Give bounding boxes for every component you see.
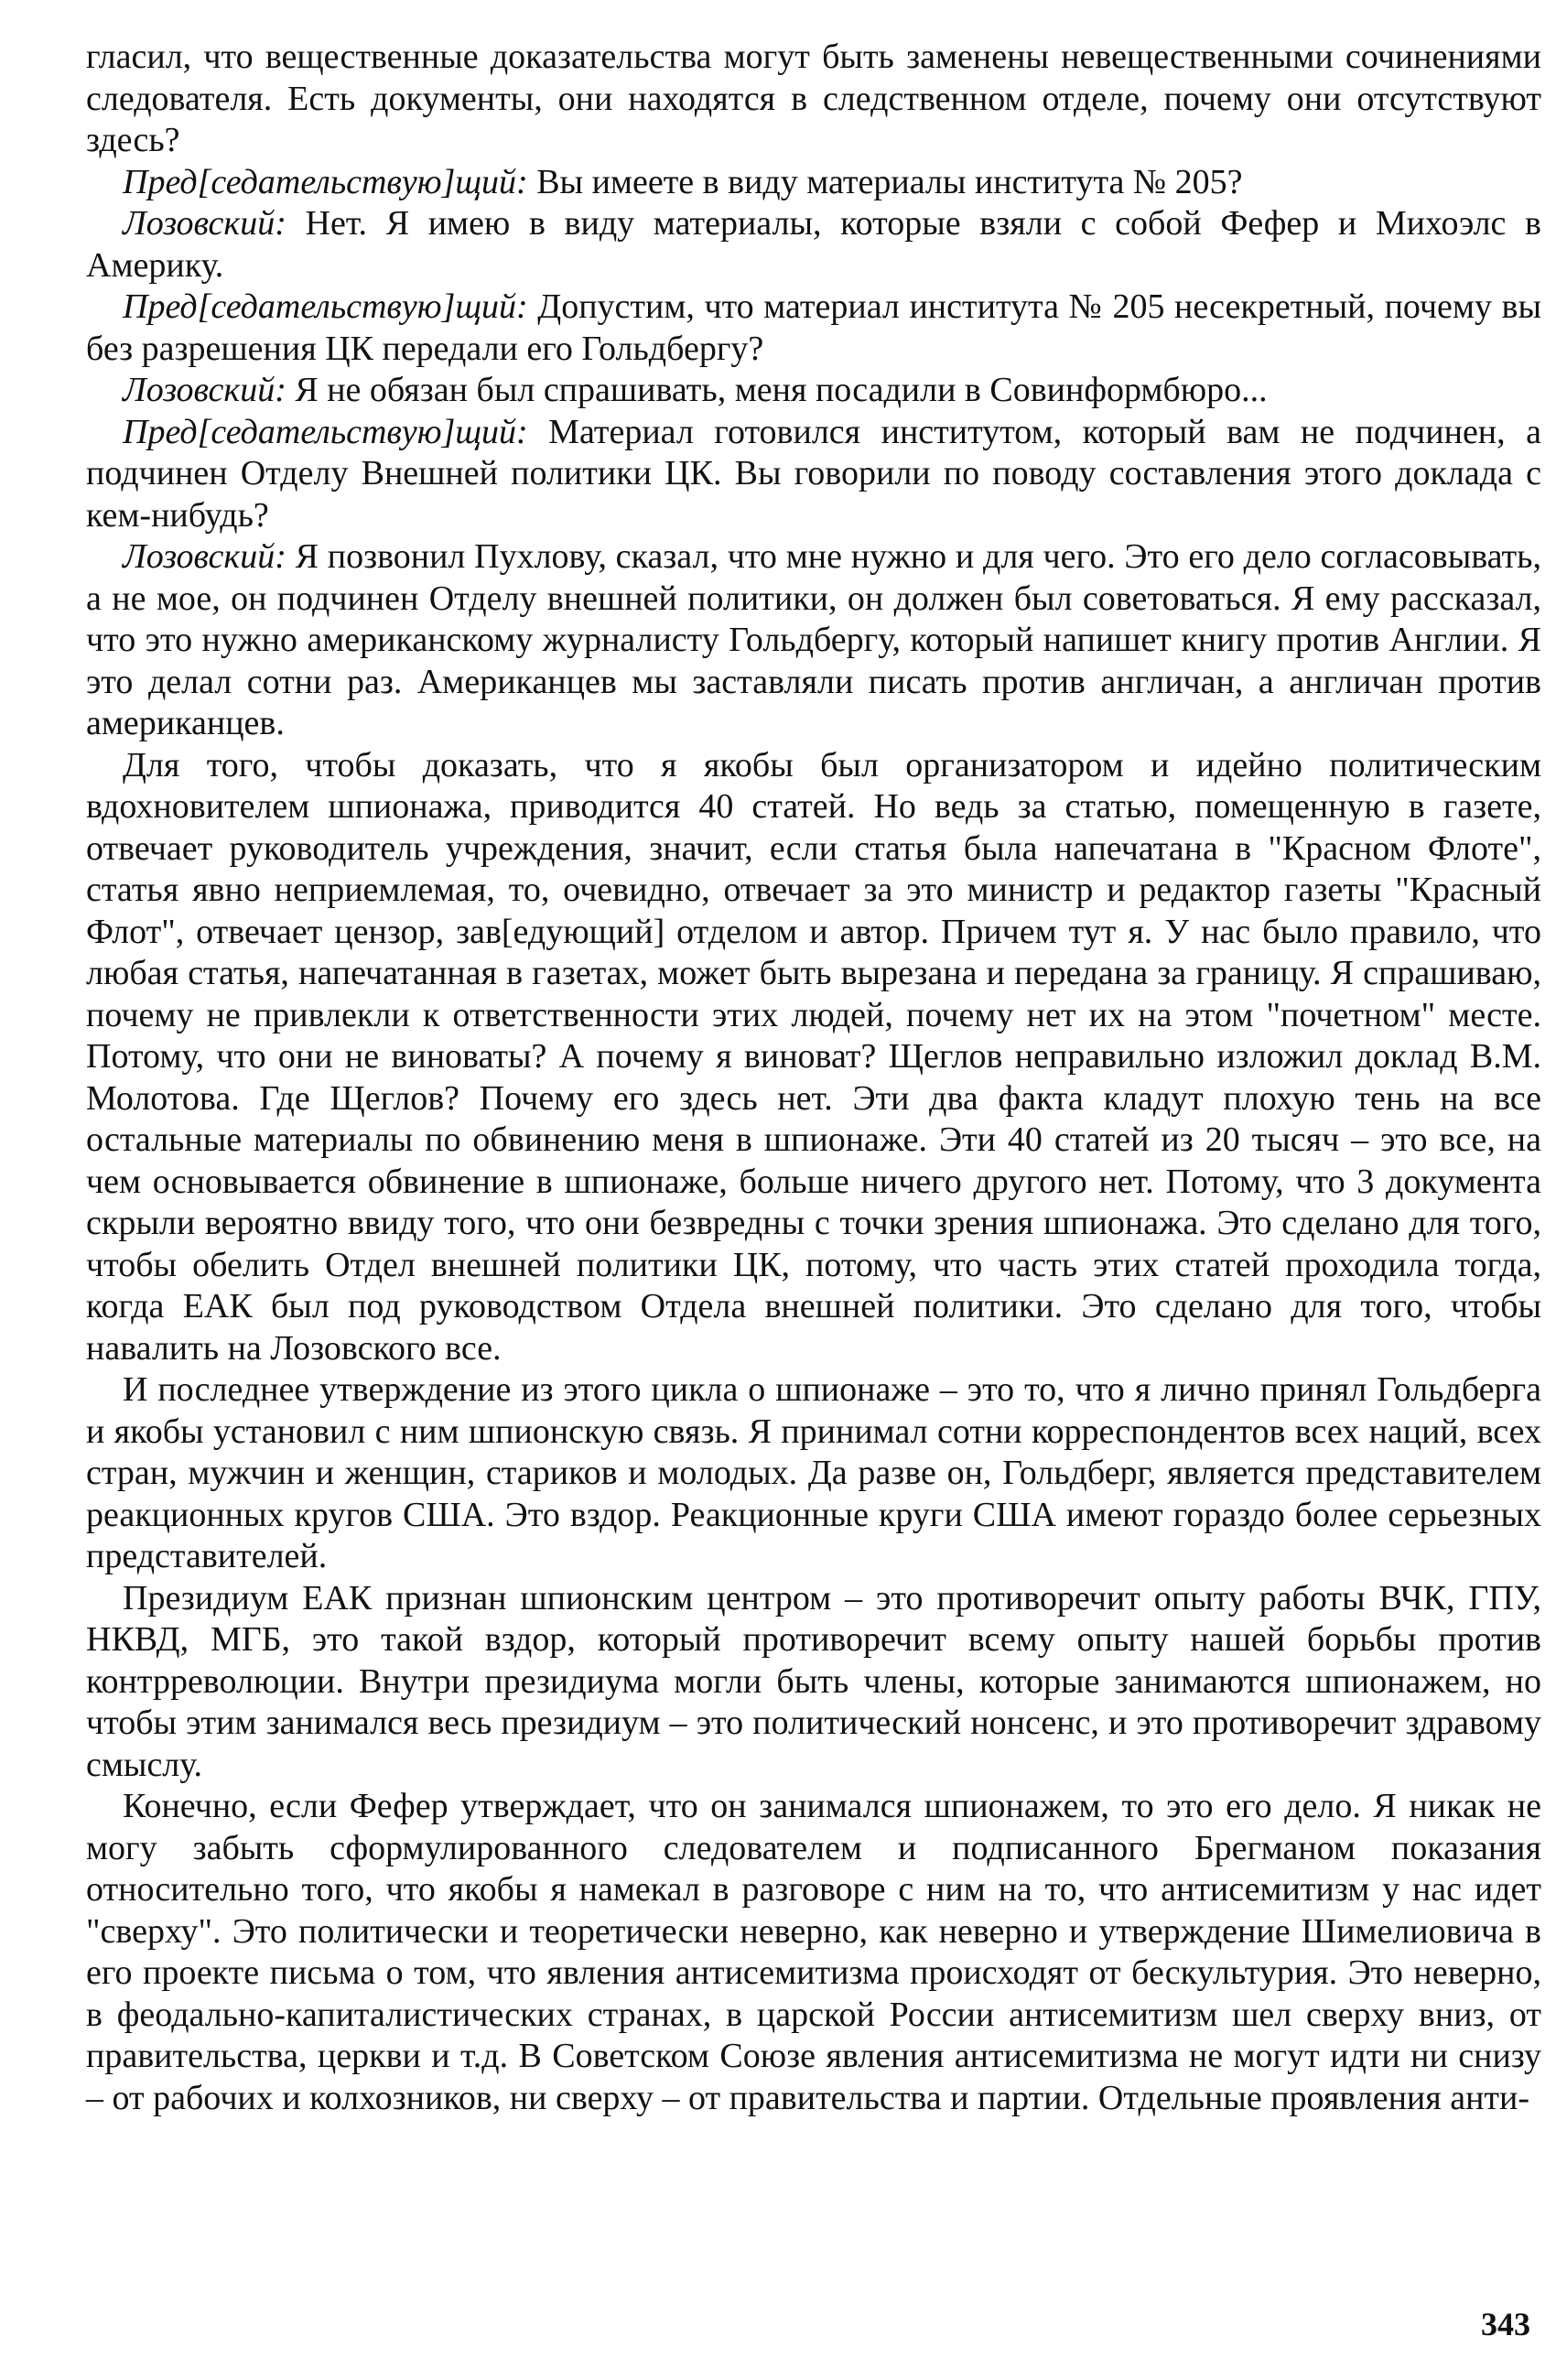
paragraph	[86, 287, 1541, 370]
paragraph	[86, 1578, 1541, 1787]
speaker-label: Лозовский:	[123, 537, 286, 576]
speaker-label: Лозовский:	[123, 371, 286, 409]
page-number: 343	[1481, 2306, 1530, 2342]
paragraph	[86, 370, 1541, 412]
paragraph	[86, 1786, 1541, 2119]
paragraph-text: И последнее утверждение из этого цикла о шпионаже – это то, что я лично принял Гольдберга и якобы установил с ним шпионскую связь. Я принимал сотни корреспондентов всех наций, всех стран, мужчин и женщин, стариков и молодых. Да разве он, Гольдберг, является представителем реакционных кругов США. Это вздор. Реакционные круги США имеют гораздо более серьезных представителей.	[86, 1370, 1541, 1575]
paragraph	[86, 745, 1541, 1370]
paragraph	[86, 1369, 1541, 1578]
paragraph-text: гласил, что вещественные доказательства могут быть заменены невещественными сочинениями следователя. Есть документы, они находятся в следственном отделе, почему они отсутствуют здесь?	[86, 38, 1541, 159]
paragraph-text: Я позвонил Пухлову, сказал, что мне нужно и для чего. Это его дело согласовывать, а не мое, он подчинен Отделу внешней политики, он должен был советоваться. Я ему рассказал, что это нужно американскому журналисту Гольдбергу, который напишет книгу против Англии. Я это делал сотни раз. Американцев мы заставляли писать против англичан, а англичан против американцев.	[86, 537, 1541, 742]
speaker-label: Пред[седательствую]щий:	[123, 287, 528, 326]
paragraph-text: Для того, чтобы доказать, что я якобы был организатором и идейно политическим вдохновителем шпионажа, приводится 40 статей. Но ведь за статью, помещенную в газете, отвечает руководитель учреждения, значит, если статья была напечатана в "Красном Флоте", статья явно неприемлемая, то, очевидно, отвечает за это министр и редактор газеты "Красный Флот", отвечает цензор, зав[едующий] отделом и автор. Причем тут я. У нас было правило, что любая статья, напечатанная в газетах, может быть вырезана и передана за границу. Я спрашиваю, почему не привлекли к ответственности этих людей, почему нет их на этом "почетном" месте. Потому, что они не виноваты? А почему я виноват? Щеглов неправильно изложил доклад В.М. Молотова. Где Щеглов? Почему его здесь нет. Эти два факта кладут плохую тень на все остальные материалы по обвинению меня в шпионаже. Эти 40 статей из 20 тысяч – это все, на чем основывается обвинение в шпионаже, больше ничего другого нет. Потому, что 3 документа скрыли вероятно ввиду того, что они безвредны с точки зрения шпионажа. Это сделано для того, чтобы обелить Отдел внешней политики ЦК, потому, что часть этих статей проходила тогда, когда ЕАК был под руководством Отдела внешней политики. Это сделано для того, чтобы навалить на Лозовского все.	[86, 745, 1541, 1368]
paragraph-text: Допустим, что материал института № 205 несекретный, почему вы без разрешения ЦК передали его Гольдбергу?	[86, 287, 1541, 368]
paragraph-text: Я не обязан был спрашивать, меня посадили в Совинформбюро...	[286, 371, 1268, 409]
paragraph	[86, 412, 1541, 537]
paragraph-text: Вы имеете в виду материалы института № 205?	[527, 162, 1243, 201]
paragraph-text: Конечно, если Фефер утверждает, что он занимался шпионажем, то это его дело. Я никак не могу забыть сформулированного следователем и подписанного Брегманом показания относительно того, что якобы я намекал в разговоре с ним на то, что антисемитизм у нас идет "сверху". Это политически и теоретически неверно, как неверно и утверждение Шимелиовича в его проекте письма о том, что явления антисемитизма происходят от бескультурия. Это неверно, в феодально-капиталистических странах, в царской России антисемитизм шел сверху вниз, от правительства, церкви и т.д. В Советском Союзе явления антисемитизма не могут идти ни снизу – от рабочих и колхозников, ни сверху – от правительства и партии. Отдельные проявления анти-	[86, 1787, 1541, 2117]
paragraph-text: Нет. Я имею в виду материалы, которые взяли с собой Фефер и Михоэлс в Америку.	[86, 204, 1541, 285]
paragraph-text: Президиум ЕАК признан шпионским центром – это противоречит опыту работы ВЧК, ГПУ, НКВД, МГБ, это такой вздор, который противоречит всему опыту нашей борьбы против контрреволюции. Внутри президиума могли быть члены, которые занимаются шпионажем, но чтобы этим занимался весь президиум – это политический нонсенс, и это противоречит здравому смыслу.	[86, 1578, 1541, 1784]
paragraph-text: Материал готовился институтом, который вам не подчинен, а подчинен Отделу Внешней политики ЦК. Вы говорили по поводу составления этого доклада с кем-нибудь?	[86, 412, 1541, 535]
paragraph	[86, 37, 1541, 162]
paragraph	[86, 162, 1541, 204]
body-text	[86, 37, 1541, 2119]
speaker-label: Пред[седательствую]щий:	[123, 412, 528, 451]
paragraph	[86, 536, 1541, 745]
paragraph	[86, 203, 1541, 287]
speaker-label: Лозовский:	[123, 204, 286, 243]
speaker-label: Пред[седательствую]щий:	[123, 162, 528, 201]
